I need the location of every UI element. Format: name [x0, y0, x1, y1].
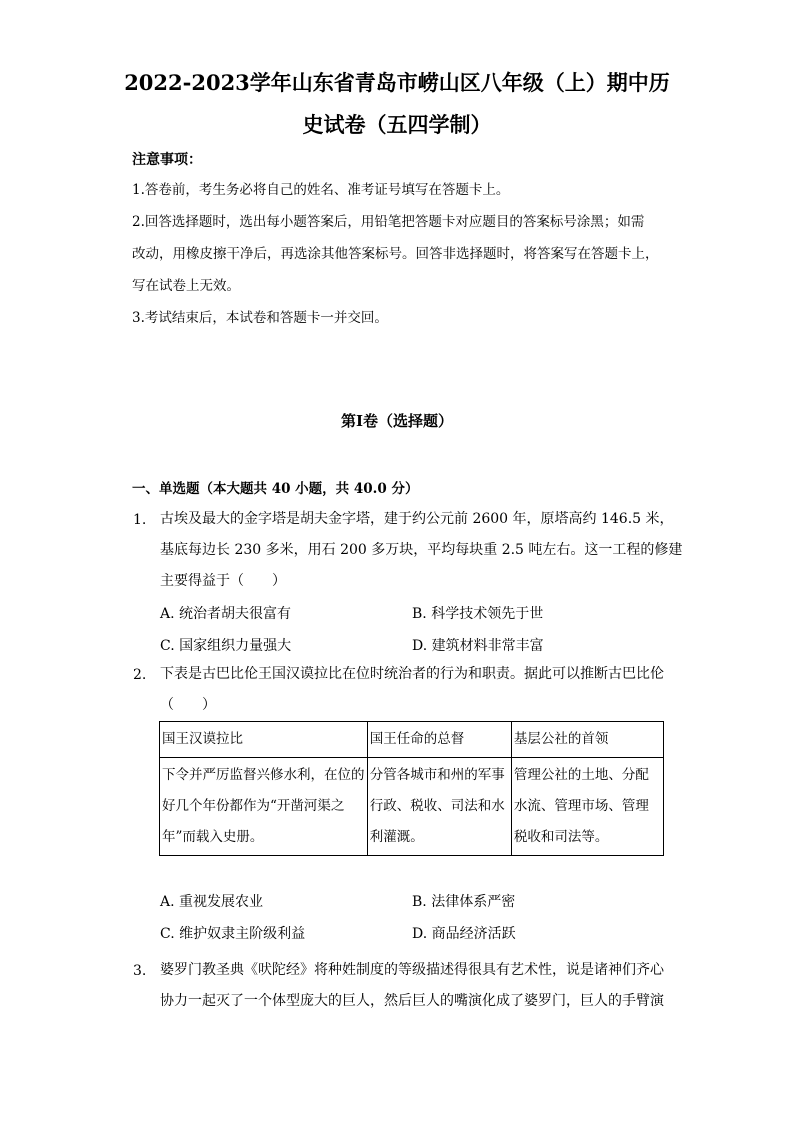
notice-line: 2.回答选择题时，选出每小题答案后，用铅笔把答题卡对应题目的答案标号涂黑；如需: [132, 214, 645, 230]
part-heading: 一、单选题（本大题共 40 小题，共 40.0 分）: [132, 481, 419, 497]
answer-option: C. 国家组织力量强大: [160, 638, 292, 654]
question-text-line: 古埃及最大的金字塔是胡夫金字塔，建于约公元前 2600 年，原塔高约 146.5 米，: [160, 511, 674, 527]
notice-line: 改动，用橡皮擦干净后，再选涂其他答案标号。回答非选择题时，将答案写在答题卡上，: [132, 246, 659, 262]
exam-title-line-2: 史试卷（五四学制）: [302, 112, 492, 137]
question-text-line: 下表是古巴比伦王国汉谟拉比在位时统治者的行为和职责。据此可以推断古巴比伦: [160, 666, 664, 682]
answer-option: C. 维护奴隶主阶级利益: [160, 926, 306, 942]
question-number: 2.: [133, 667, 147, 683]
question-table: [159, 721, 664, 856]
section-title: 第Ⅰ卷（选择题）: [340, 412, 454, 430]
answer-option: B. 法律体系严密: [412, 894, 516, 910]
table-header-cell: 国王任命的总督: [367, 722, 511, 758]
table-header-cell: 基层公社的首领: [511, 722, 663, 758]
table-header-cell: 国王汉谟拉比: [160, 722, 368, 758]
question-number: 1.: [133, 512, 147, 528]
question-text-line: 协力一起灭了一个体型庞大的巨人，然后巨人的嘴演化成了婆罗门，巨人的手臂演: [160, 993, 664, 1009]
answer-option: A. 统治者胡夫很富有: [160, 606, 292, 622]
table-row: [160, 758, 664, 856]
notice-line: 3.考试结束后，本试卷和答题卡一并交回。: [132, 310, 388, 326]
question-text-line: 基底每边长 230 多米，用石 200 多万块，平均每块重 2.5 吨左右。这一工程的修建: [160, 542, 683, 558]
notice-heading: 注意事项：: [132, 152, 202, 168]
answer-option: D. 建筑材料非常丰富: [412, 638, 544, 654]
answer-option: A. 重视发展农业: [160, 894, 264, 910]
question-text-line: 主要得益于（ ）: [160, 573, 286, 589]
table-cell: 管理公社的土地、分配水流、管理市场、管理税收和司法等。: [511, 758, 663, 856]
notice-line: 写在试卷上无效。: [132, 278, 240, 294]
exam-title-line-1: 2022-2023学年山东省青岛市崂山区八年级（上）期中历: [124, 70, 670, 95]
notice-line: 1.答卷前，考生务必将自己的姓名、准考证号填写在答题卡上。: [132, 182, 510, 198]
table-header-row: [160, 722, 664, 758]
question-text-line: （ ）: [160, 697, 216, 713]
answer-option: D. 商品经济活跃: [412, 926, 516, 942]
table-cell: 分管各城市和州的军事行政、税收、司法和水利灌溉。: [367, 758, 511, 856]
question-number: 3.: [133, 963, 147, 979]
table-cell: 下令并严厉监督兴修水利，在位的好几个年份都作为“开凿河渠之年”而载入史册。: [160, 758, 368, 856]
question-text-line: 婆罗门教圣典《吠陀经》将种姓制度的等级描述得很具有艺术性，说是诸神们齐心: [160, 962, 664, 978]
answer-option: B. 科学技术领先于世: [412, 606, 544, 622]
